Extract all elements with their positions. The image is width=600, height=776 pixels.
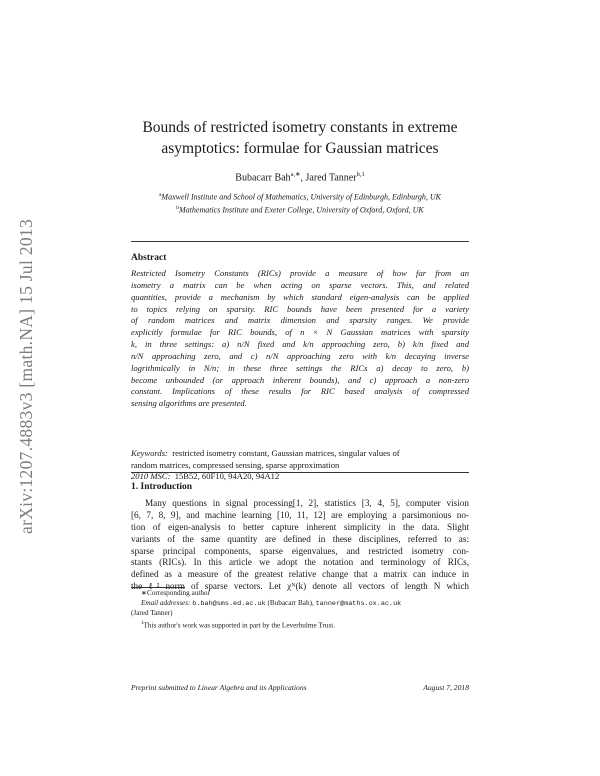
msc-label: 2010 MSC:	[131, 471, 171, 482]
affiliation-mark: b	[176, 204, 180, 211]
abstract-line: isometry a matrix can be when acting on sparse vectors. This, and related	[131, 279, 469, 290]
keywords-text: restricted isometry constant, Gaussian matrices, singular values of	[172, 448, 400, 458]
email-address[interactable]: tanner@maths.ox.ac.uk	[315, 599, 402, 608]
section-heading: 1. Introduction	[131, 482, 193, 492]
email-owner: (Jared Tanner)	[131, 609, 173, 618]
body-line: defined as a measure of the greatest relative change that a matrix can induce in	[131, 569, 469, 580]
author-separator: ,	[300, 172, 304, 184]
abstract-line: to topics relying on sparsity. RIC bounds have been presented for a variety	[131, 303, 469, 314]
author-list	[100, 170, 500, 183]
footnote-mark: 1	[141, 620, 144, 626]
email-line	[131, 599, 469, 610]
keywords-label: Keywords:	[131, 448, 168, 458]
affiliation	[100, 190, 500, 203]
affiliation	[100, 203, 500, 216]
abstract-heading: Abstract	[131, 253, 167, 263]
abstract-line: explicitly formulae for RIC bounds, of n × N Gaussian matrices with sparsity	[131, 327, 469, 338]
funding-text: This author's work was supported in part by the Leverhulme Trust.	[143, 621, 336, 630]
affiliation-mark: a	[158, 192, 162, 198]
abstract-line: quantities, provide a mechanism by which standard eigen-analysis can be applied	[131, 291, 469, 302]
abstract-top-rule	[131, 241, 469, 242]
email-owner: (Bubacarr Bah),	[267, 598, 314, 607]
abstract-line: become unbounded (or approach inherent bounds), and c) approach a non-zero	[131, 374, 469, 385]
page-footer	[131, 683, 469, 692]
keywords-line	[131, 448, 469, 460]
abstract-line: logrithmically in N/n; in these three settings the RICs a) decay to zero, b)	[131, 362, 469, 373]
arxiv-stamp: arXiv:1207.4883v3 [math.NA] 15 Jul 2013	[16, 218, 36, 534]
affiliations	[100, 190, 500, 215]
body-line: [6, 7, 8, 9], and machine learning [10, 11, 12] are employing a parsimonious no-	[131, 509, 469, 520]
keywords-block	[131, 448, 469, 483]
funding-note	[131, 619, 469, 631]
footnote-rule	[131, 587, 185, 588]
body-line: the ℓ² norm of sparse vectors. Let χᴺ(k) denote all vectors of length N which	[131, 581, 469, 592]
footnotes	[131, 589, 469, 631]
abstract-line: of random matrices and matrix dimension and sparsity ranges. We provide	[131, 315, 469, 326]
abstract-line: k, in three settings: a) n/N fixed and k/n approaching zero, b) k/n fixed and	[131, 339, 469, 350]
body-line: Many questions in signal processing[1, 2], statistics [3, 4, 5], computer vision	[145, 498, 469, 508]
paper-title	[100, 117, 500, 159]
keywords-line: random matrices, compressed sensing, sparse approximation	[131, 459, 340, 470]
abstract-line: Restricted Isometry Constants (RICs) provide a measure of how far from an	[131, 268, 469, 278]
introduction-body	[131, 498, 469, 593]
author-name: Bubacarr Bah	[235, 172, 291, 184]
affiliation-text: Mathematics Institute and Exeter College, University of Oxford, Oxford, UK	[179, 205, 424, 215]
affiliation-text: Maxwell Institute and School of Mathematics, University of Edinburgh, Edinburgh, UK	[161, 192, 442, 202]
footer-date: August 7, 2018	[423, 683, 469, 692]
author-name: Jared Tanner	[305, 172, 357, 184]
title-line-1: Bounds of restricted isometry constants in extreme	[142, 119, 458, 136]
body-line: stants (RICs). In this article we adopt the notation and terminology of RICs,	[131, 557, 469, 568]
corresponding-author-note: ∗Corresponding author	[141, 589, 210, 597]
author-marks: a,∗	[290, 171, 301, 178]
abstract-body	[131, 268, 469, 410]
abstract-line: constant. Implications of these results for RIC based analysis of compressed	[131, 386, 469, 397]
email-label: Email addresses:	[141, 598, 191, 607]
body-line: variants of the same quantity are defined in these disciplines, referred to as:	[131, 533, 469, 544]
title-line-2: asymptotics: formulae for Gaussian matrices	[161, 140, 439, 157]
abstract-line: sensing algorithms are presented.	[131, 398, 247, 409]
body-line: sparse principal components, sparse eigenvalues, and restricted isometry con-	[131, 545, 469, 556]
footer-journal: Preprint submitted to Linear Algebra and its Applications	[131, 683, 307, 692]
abstract-bottom-rule	[131, 472, 469, 473]
abstract-line: n/N approaching zero, and c) n/N approaching zero with k/n decaying inverse	[131, 350, 469, 361]
msc-codes: 15B52, 60F10, 94A20, 94A12	[174, 471, 280, 482]
email-address[interactable]: b.bah@sms.ed.ac.uk	[192, 599, 266, 608]
body-line: tion of eigen-analysis to better capture inherent simplicity in the data. Slight	[131, 521, 469, 532]
author-marks: b,1	[356, 171, 365, 178]
